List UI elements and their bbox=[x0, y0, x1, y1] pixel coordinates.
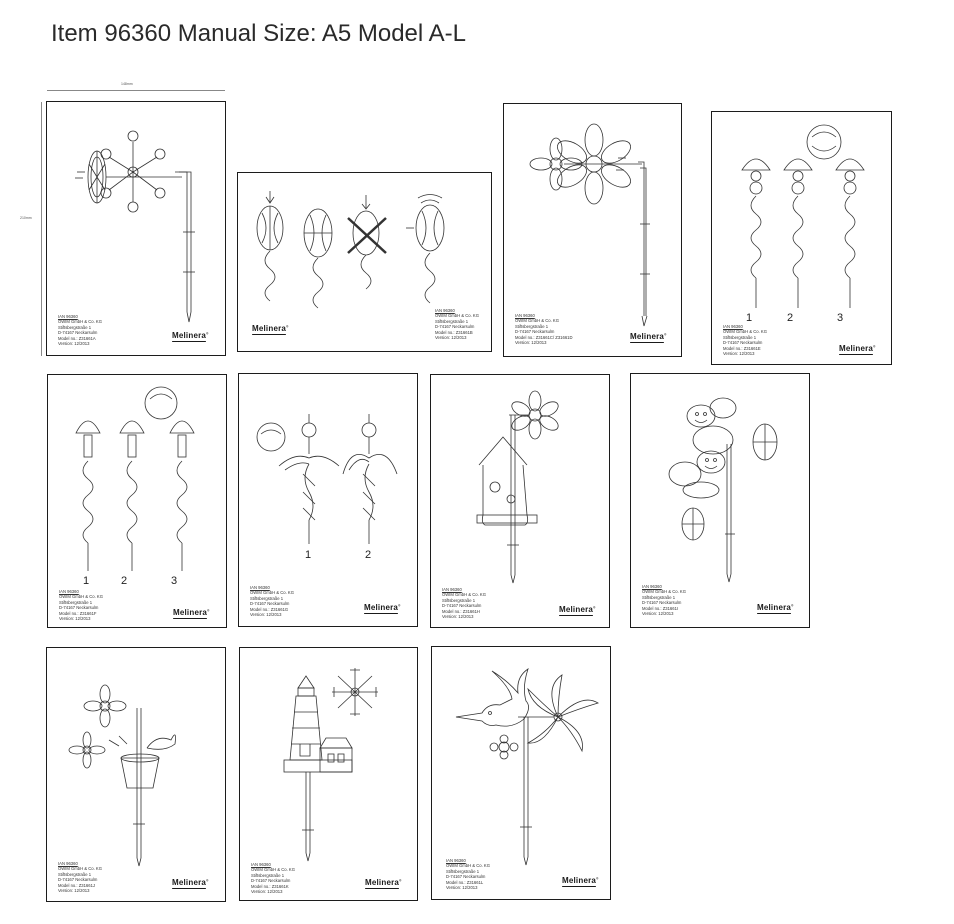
imprint-company: OWIM GmbH & Co. KG bbox=[58, 866, 102, 872]
imprint-block bbox=[446, 858, 490, 890]
manual-page-model-e bbox=[711, 111, 892, 365]
imprint-model: Model no.: Z31661L bbox=[446, 879, 484, 885]
variant-number: 1 bbox=[305, 549, 312, 561]
imprint-version: Version: 12/2013 bbox=[435, 335, 467, 341]
imprint-street: Stiftsbergstraße 1 bbox=[446, 868, 480, 874]
melinera-logo: Melinera® bbox=[364, 603, 401, 612]
manual-page-model-i bbox=[630, 373, 810, 628]
imprint-street: Stiftsbergstraße 1 bbox=[515, 323, 549, 329]
imprint-company: OWIM GmbH & Co. KG bbox=[446, 863, 490, 869]
imprint-street: Stiftsbergstraße 1 bbox=[58, 871, 92, 877]
page-title: Item 96360 Manual Size: A5 Model A-L bbox=[51, 20, 466, 47]
imprint-model: Model no.: Z31661F bbox=[59, 610, 97, 616]
imprint-version: Version: 12/2013 bbox=[251, 889, 283, 895]
melinera-logo: Melinera® bbox=[630, 332, 667, 341]
imprint-model: Model no.: Z31661I bbox=[642, 605, 679, 611]
height-dimension-line bbox=[41, 102, 42, 356]
imprint-model: Model no.: Z31661C/ Z31661D bbox=[515, 334, 573, 340]
variant-number: 2 bbox=[121, 575, 128, 587]
imprint-version: Version: 12/2013 bbox=[58, 888, 90, 894]
imprint-ian: IAN 96360 bbox=[515, 313, 535, 318]
imprint-company: OWIM GmbH & Co. KG bbox=[515, 318, 559, 324]
manual-page-model-c-d bbox=[503, 103, 682, 357]
manual-page-model-k bbox=[239, 647, 418, 901]
imprint-block bbox=[723, 324, 767, 356]
imprint-city: D-74167 Neckarsulm bbox=[642, 600, 682, 606]
imprint-block bbox=[251, 862, 295, 894]
imprint-city: D-74167 Neckarsulm bbox=[250, 601, 290, 607]
variant-number: 2 bbox=[365, 549, 372, 561]
imprint-company: OWIM GmbH & Co. KG bbox=[251, 867, 295, 873]
imprint-model: Model no.: Z31661B bbox=[435, 329, 473, 335]
imprint-ian: IAN 96360 bbox=[59, 589, 79, 594]
imprint-block bbox=[59, 589, 103, 621]
imprint-street: Stiftsbergstraße 1 bbox=[723, 334, 757, 340]
imprint-company: OWIM GmbH & Co. KG bbox=[442, 592, 486, 598]
melinera-logo: Melinera® bbox=[173, 608, 210, 617]
imprint-version: Version: 12/2013 bbox=[58, 341, 90, 347]
imprint-block bbox=[58, 314, 102, 346]
imprint-company: OWIM GmbH & Co. KG bbox=[58, 319, 102, 325]
imprint-company: OWIM GmbH & Co. KG bbox=[642, 589, 686, 595]
imprint-street: Stiftsbergstraße 1 bbox=[59, 599, 93, 605]
imprint-model: Model no.: Z31661J bbox=[58, 882, 96, 888]
imprint-ian: IAN 96360 bbox=[723, 324, 743, 329]
imprint-street: Stiftsbergstraße 1 bbox=[642, 594, 676, 600]
imprint-street: Stiftsbergstraße 1 bbox=[435, 318, 469, 324]
imprint-ian: IAN 96360 bbox=[251, 862, 271, 867]
manual-page-model-h bbox=[430, 374, 610, 628]
melinera-logo: Melinera® bbox=[839, 344, 876, 353]
width-dimension-label: 148mm bbox=[121, 82, 133, 86]
imprint-version: Version: 12/2013 bbox=[723, 351, 755, 357]
manual-page-model-a bbox=[46, 101, 226, 356]
imprint-street: Stiftsbergstraße 1 bbox=[250, 595, 284, 601]
variant-number: 3 bbox=[171, 575, 178, 587]
imprint-block bbox=[442, 587, 486, 619]
imprint-model: Model no.: Z31661H bbox=[442, 608, 480, 614]
imprint-city: D-74167 Neckarsulm bbox=[58, 330, 98, 336]
imprint-model: Model no.: Z31661E bbox=[723, 345, 761, 351]
imprint-company: OWIM GmbH & Co. KG bbox=[59, 594, 103, 600]
imprint-city: D-74167 Neckarsulm bbox=[446, 874, 486, 880]
melinera-logo: Melinera® bbox=[252, 324, 289, 333]
imprint-ian: IAN 96360 bbox=[58, 314, 78, 319]
height-dimension-label: 210mm bbox=[20, 216, 32, 220]
melinera-logo: Melinera® bbox=[172, 878, 209, 887]
melinera-logo: Melinera® bbox=[365, 878, 402, 887]
imprint-ian: IAN 96360 bbox=[642, 584, 662, 589]
imprint-model: Model no.: Z31661A bbox=[58, 335, 96, 341]
imprint-street: Stiftsbergstraße 1 bbox=[442, 597, 476, 603]
imprint-block bbox=[435, 308, 479, 340]
imprint-city: D-74167 Neckarsulm bbox=[58, 877, 98, 883]
imprint-model: Model no.: Z31661K bbox=[251, 883, 289, 889]
imprint-city: D-74167 Neckarsulm bbox=[435, 324, 475, 330]
imprint-company: OWIM GmbH & Co. KG bbox=[435, 313, 479, 319]
imprint-ian: IAN 96360 bbox=[446, 858, 466, 863]
imprint-city: D-74167 Neckarsulm bbox=[251, 878, 291, 884]
imprint-city: D-74167 Neckarsulm bbox=[723, 340, 763, 346]
imprint-street: Stiftsbergstraße 1 bbox=[58, 324, 92, 330]
imprint-block bbox=[642, 584, 686, 616]
imprint-version: Version: 12/2013 bbox=[250, 612, 282, 618]
imprint-ian: IAN 96360 bbox=[442, 587, 462, 592]
melinera-logo: Melinera® bbox=[172, 331, 209, 340]
manual-page-model-g bbox=[238, 373, 418, 627]
imprint-company: OWIM GmbH & Co. KG bbox=[723, 329, 767, 335]
imprint-company: OWIM GmbH & Co. KG bbox=[250, 590, 294, 596]
width-dimension-line bbox=[47, 90, 225, 91]
imprint-model: Model no.: Z31661G bbox=[250, 606, 289, 612]
imprint-ian: IAN 96360 bbox=[435, 308, 455, 313]
variant-number: 1 bbox=[83, 575, 90, 587]
melinera-logo: Melinera® bbox=[559, 605, 596, 614]
imprint-ian: IAN 96360 bbox=[58, 861, 78, 866]
imprint-city: D-74167 Neckarsulm bbox=[515, 329, 555, 335]
imprint-block bbox=[515, 313, 573, 345]
manual-page-model-f bbox=[47, 374, 227, 628]
imprint-ian: IAN 96360 bbox=[250, 585, 270, 590]
imprint-street: Stiftsbergstraße 1 bbox=[251, 872, 285, 878]
imprint-version: Version: 12/2013 bbox=[442, 614, 474, 620]
imprint-city: D-74167 Neckarsulm bbox=[442, 603, 482, 609]
imprint-block bbox=[58, 861, 102, 893]
imprint-city: D-74167 Neckarsulm bbox=[59, 605, 99, 611]
melinera-logo: Melinera® bbox=[757, 603, 794, 612]
manual-page-model-l bbox=[431, 646, 611, 900]
variant-number: 1 bbox=[746, 312, 753, 324]
manual-page-model-j bbox=[46, 647, 226, 902]
imprint-version: Version: 12/2013 bbox=[642, 611, 674, 617]
melinera-logo: Melinera® bbox=[562, 876, 599, 885]
variant-number: 3 bbox=[837, 312, 844, 324]
manual-page-model-b bbox=[237, 172, 492, 352]
imprint-version: Version: 12/2013 bbox=[515, 340, 547, 346]
imprint-version: Version: 12/2013 bbox=[59, 616, 91, 622]
variant-number: 2 bbox=[787, 312, 794, 324]
imprint-version: Version: 12/2013 bbox=[446, 885, 478, 891]
imprint-block bbox=[250, 585, 294, 617]
